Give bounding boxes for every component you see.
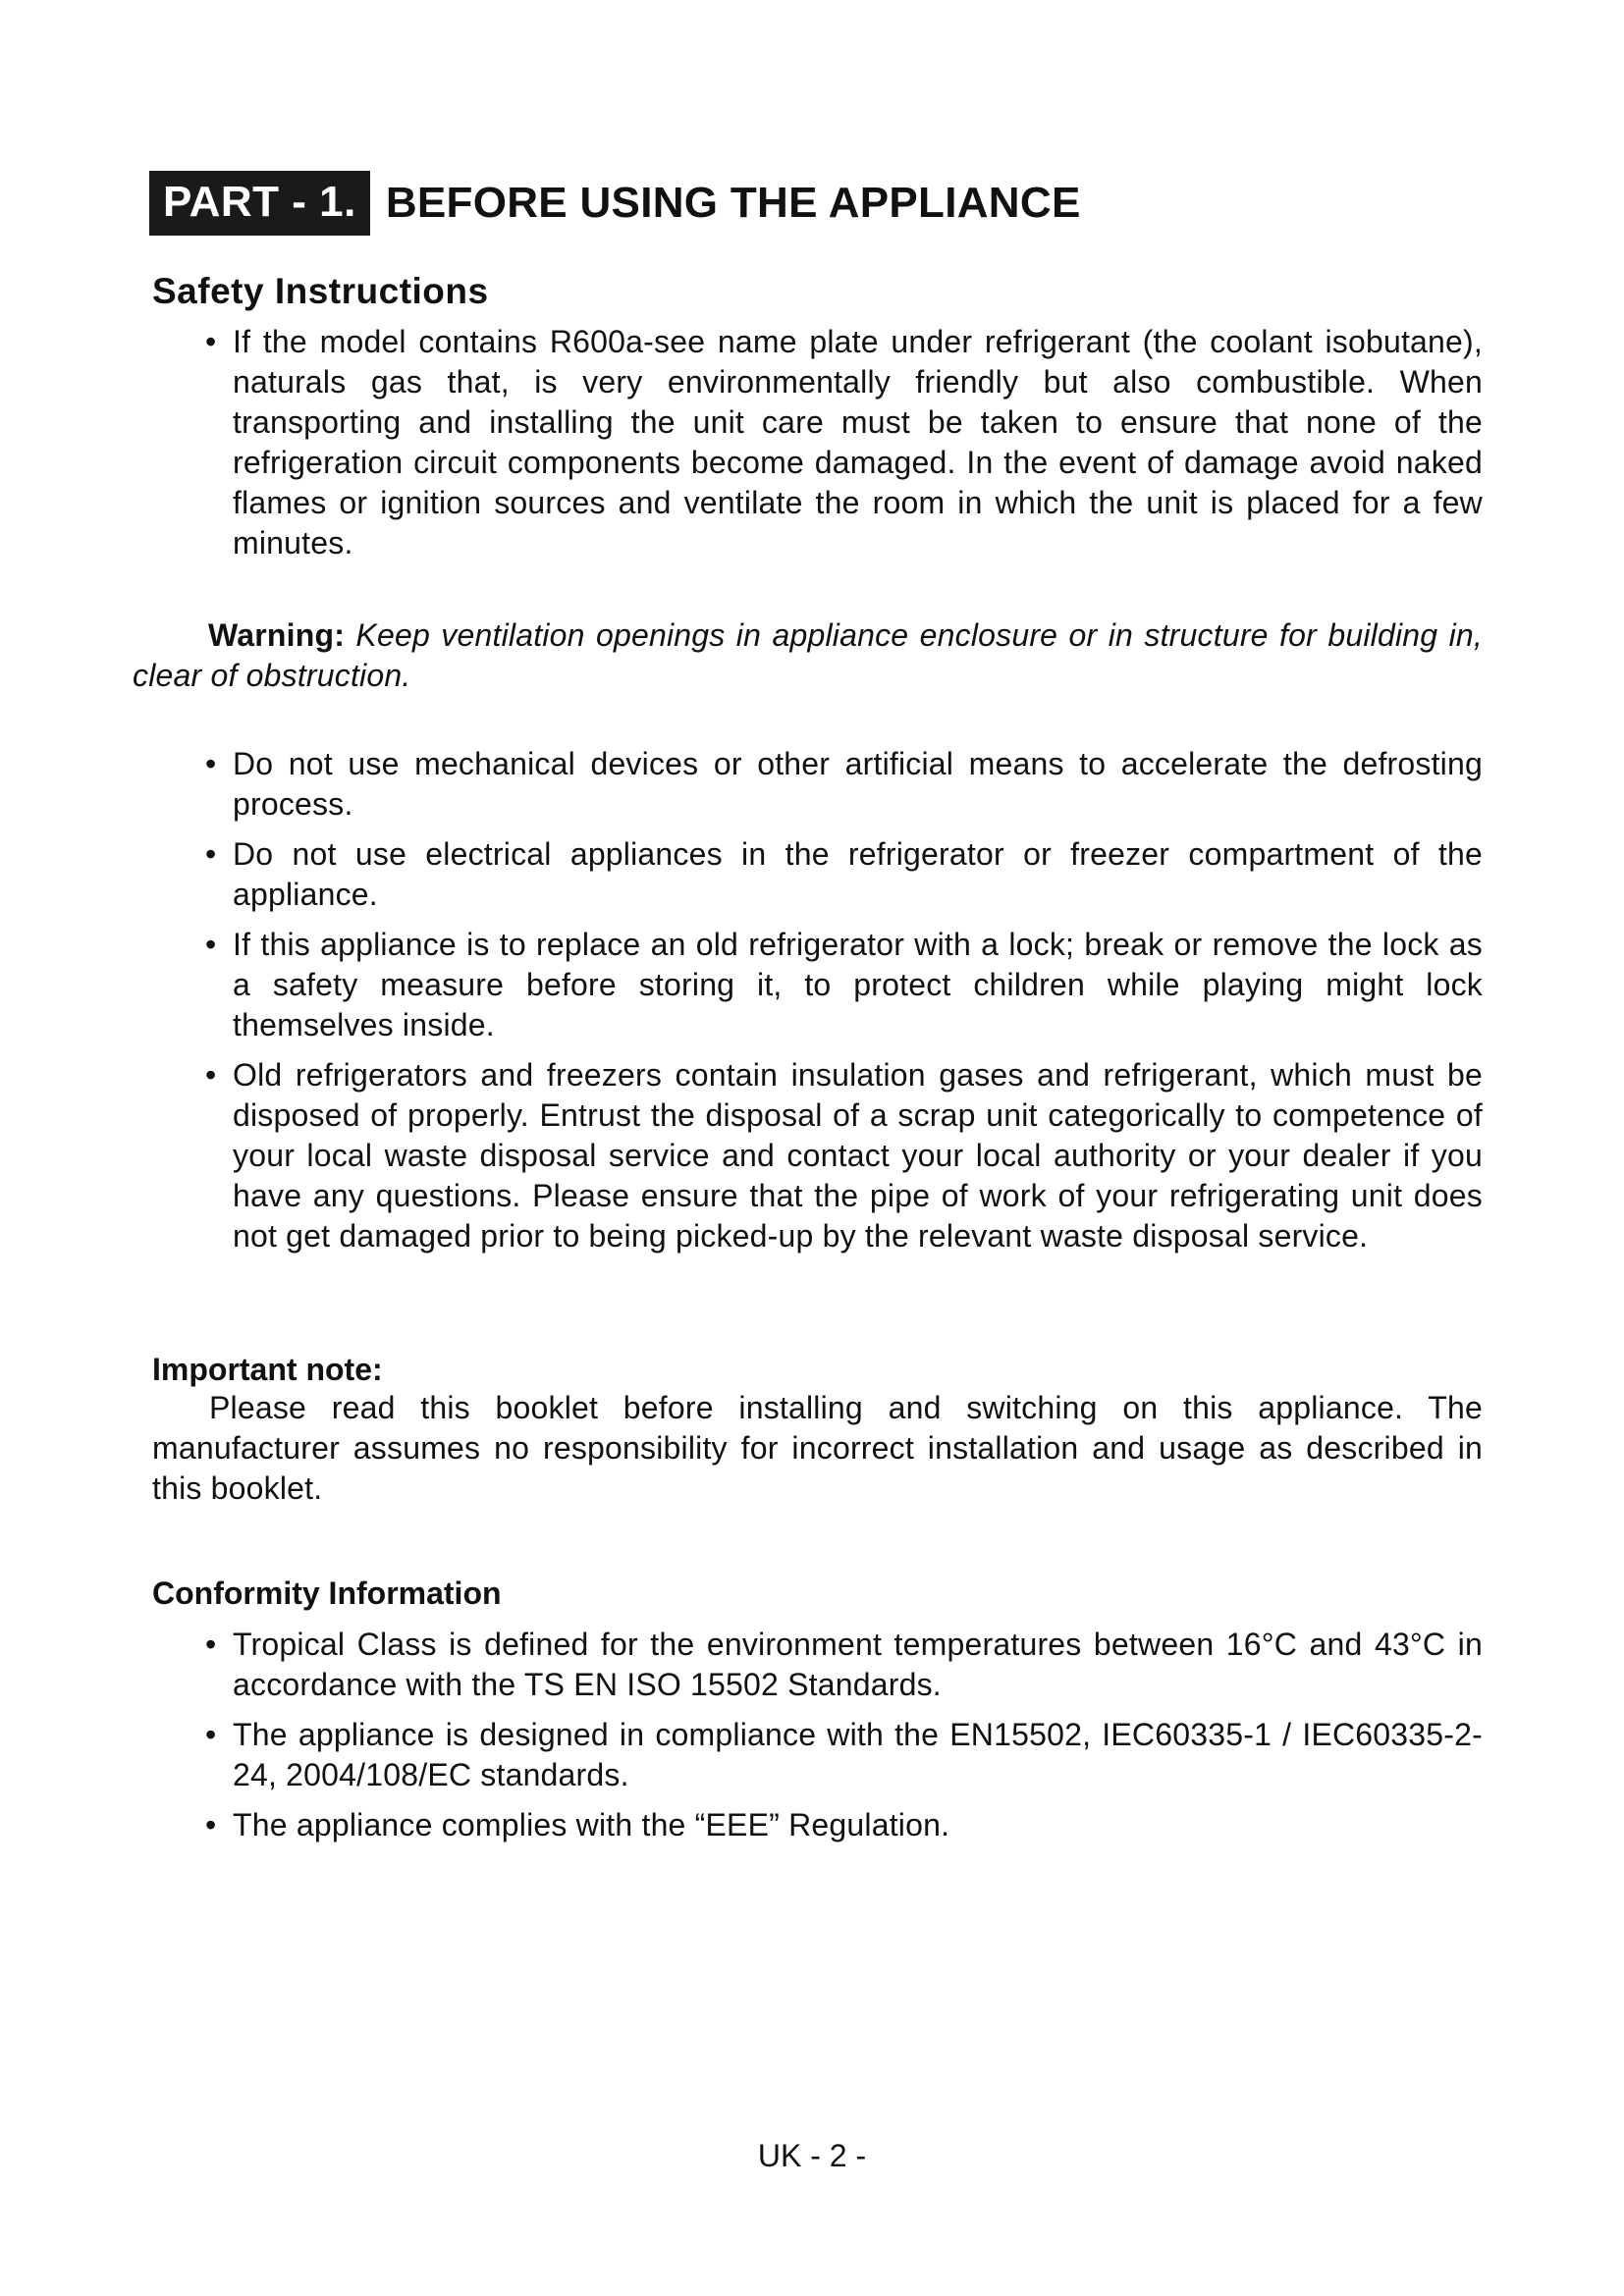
conformity-bullet-list bbox=[201, 1625, 1483, 1855]
warning-paragraph bbox=[133, 615, 1483, 696]
list-item bbox=[201, 925, 1483, 1045]
list-item bbox=[201, 834, 1483, 915]
bullet-dot: • bbox=[205, 1057, 217, 1093]
list-item-text: Old refrigerators and freezers contain insulation gases and refrigerant, which must be disposed of properly. Entrust the disposal of a scrap unit categorically to competence of your local waste disposal service and contact your local authority or your dealer if you have any questions. Please ensure that the pipe of work of your refrigerating unit does not get damaged prior to being picked-up by the relevant waste disposal service. bbox=[233, 1057, 1483, 1254]
page-number: UK - 2 - bbox=[757, 2138, 867, 2173]
bullet-dot: • bbox=[205, 746, 217, 781]
list-item-text: Tropical Class is defined for the environment temperatures between 16°C and 43°C in accordance with the TS EN ISO 15502 Standards. bbox=[233, 1627, 1483, 1702]
list-item-text: If this appliance is to replace an old refrigerator with a lock; break or remove the lock as a safety measure before storing it, to protect children while playing might lock themselves inside. bbox=[233, 927, 1483, 1042]
safety-heading: Safety Instructions bbox=[152, 271, 489, 311]
part-title: BEFORE USING THE APPLIANCE bbox=[385, 179, 1081, 227]
important-note-heading: Important note: bbox=[152, 1352, 383, 1387]
list-item-text: If the model contains R600a-see name plate under refrigerant (the coolant isobutane), naturals gas that, is very environmentally friendly but also combustible. When transporting and installing the unit care must be taken to ensure that none of the refrigeration circuit components become damaged. In the event of damage avoid naked flames or ignition sources and ventilate the room in which the unit is placed for a few minutes. bbox=[233, 324, 1483, 561]
warning-text: Keep ventilation openings in appliance enclosure or in structure for building in, clear of obstruction. bbox=[133, 617, 1483, 693]
bullet-dot: • bbox=[205, 1807, 217, 1842]
list-item bbox=[201, 1715, 1483, 1795]
bullet-dot: • bbox=[205, 324, 217, 359]
list-item bbox=[201, 744, 1483, 825]
bullet-dot: • bbox=[205, 927, 217, 962]
bullet-dot: • bbox=[205, 836, 217, 872]
warning-label: Warning: bbox=[208, 617, 346, 653]
list-item-text: Do not use electrical appliances in the refrigerator or freezer compartment of the appliance. bbox=[233, 836, 1483, 912]
list-item-text: The appliance is designed in compliance with the EN15502, IEC60335-1 / IEC60335-2-24, 2004/108/EC standards. bbox=[233, 1717, 1483, 1792]
list-item bbox=[201, 1805, 1483, 1845]
part-header bbox=[149, 171, 1081, 236]
list-item-text: Do not use mechanical devices or other artificial means to accelerate the defrosting process. bbox=[233, 746, 1483, 822]
list-item bbox=[201, 1055, 1483, 1256]
safety-bullet-list bbox=[201, 322, 1483, 573]
safety-more-bullet-list bbox=[201, 744, 1483, 1266]
list-item bbox=[201, 322, 1483, 563]
list-item bbox=[201, 1625, 1483, 1705]
bullet-dot: • bbox=[205, 1627, 217, 1662]
part-badge: PART - 1. bbox=[149, 171, 370, 236]
bullet-dot: • bbox=[205, 1717, 217, 1752]
important-note-text: Please read this booklet before installing and switching on this appliance. The manufacturer assumes no responsibility for incorrect installation and usage as described in this booklet. bbox=[152, 1390, 1483, 1506]
conformity-heading: Conformity Information bbox=[152, 1575, 502, 1611]
list-item-text: The appliance complies with the “EEE” Regulation. bbox=[233, 1807, 950, 1842]
